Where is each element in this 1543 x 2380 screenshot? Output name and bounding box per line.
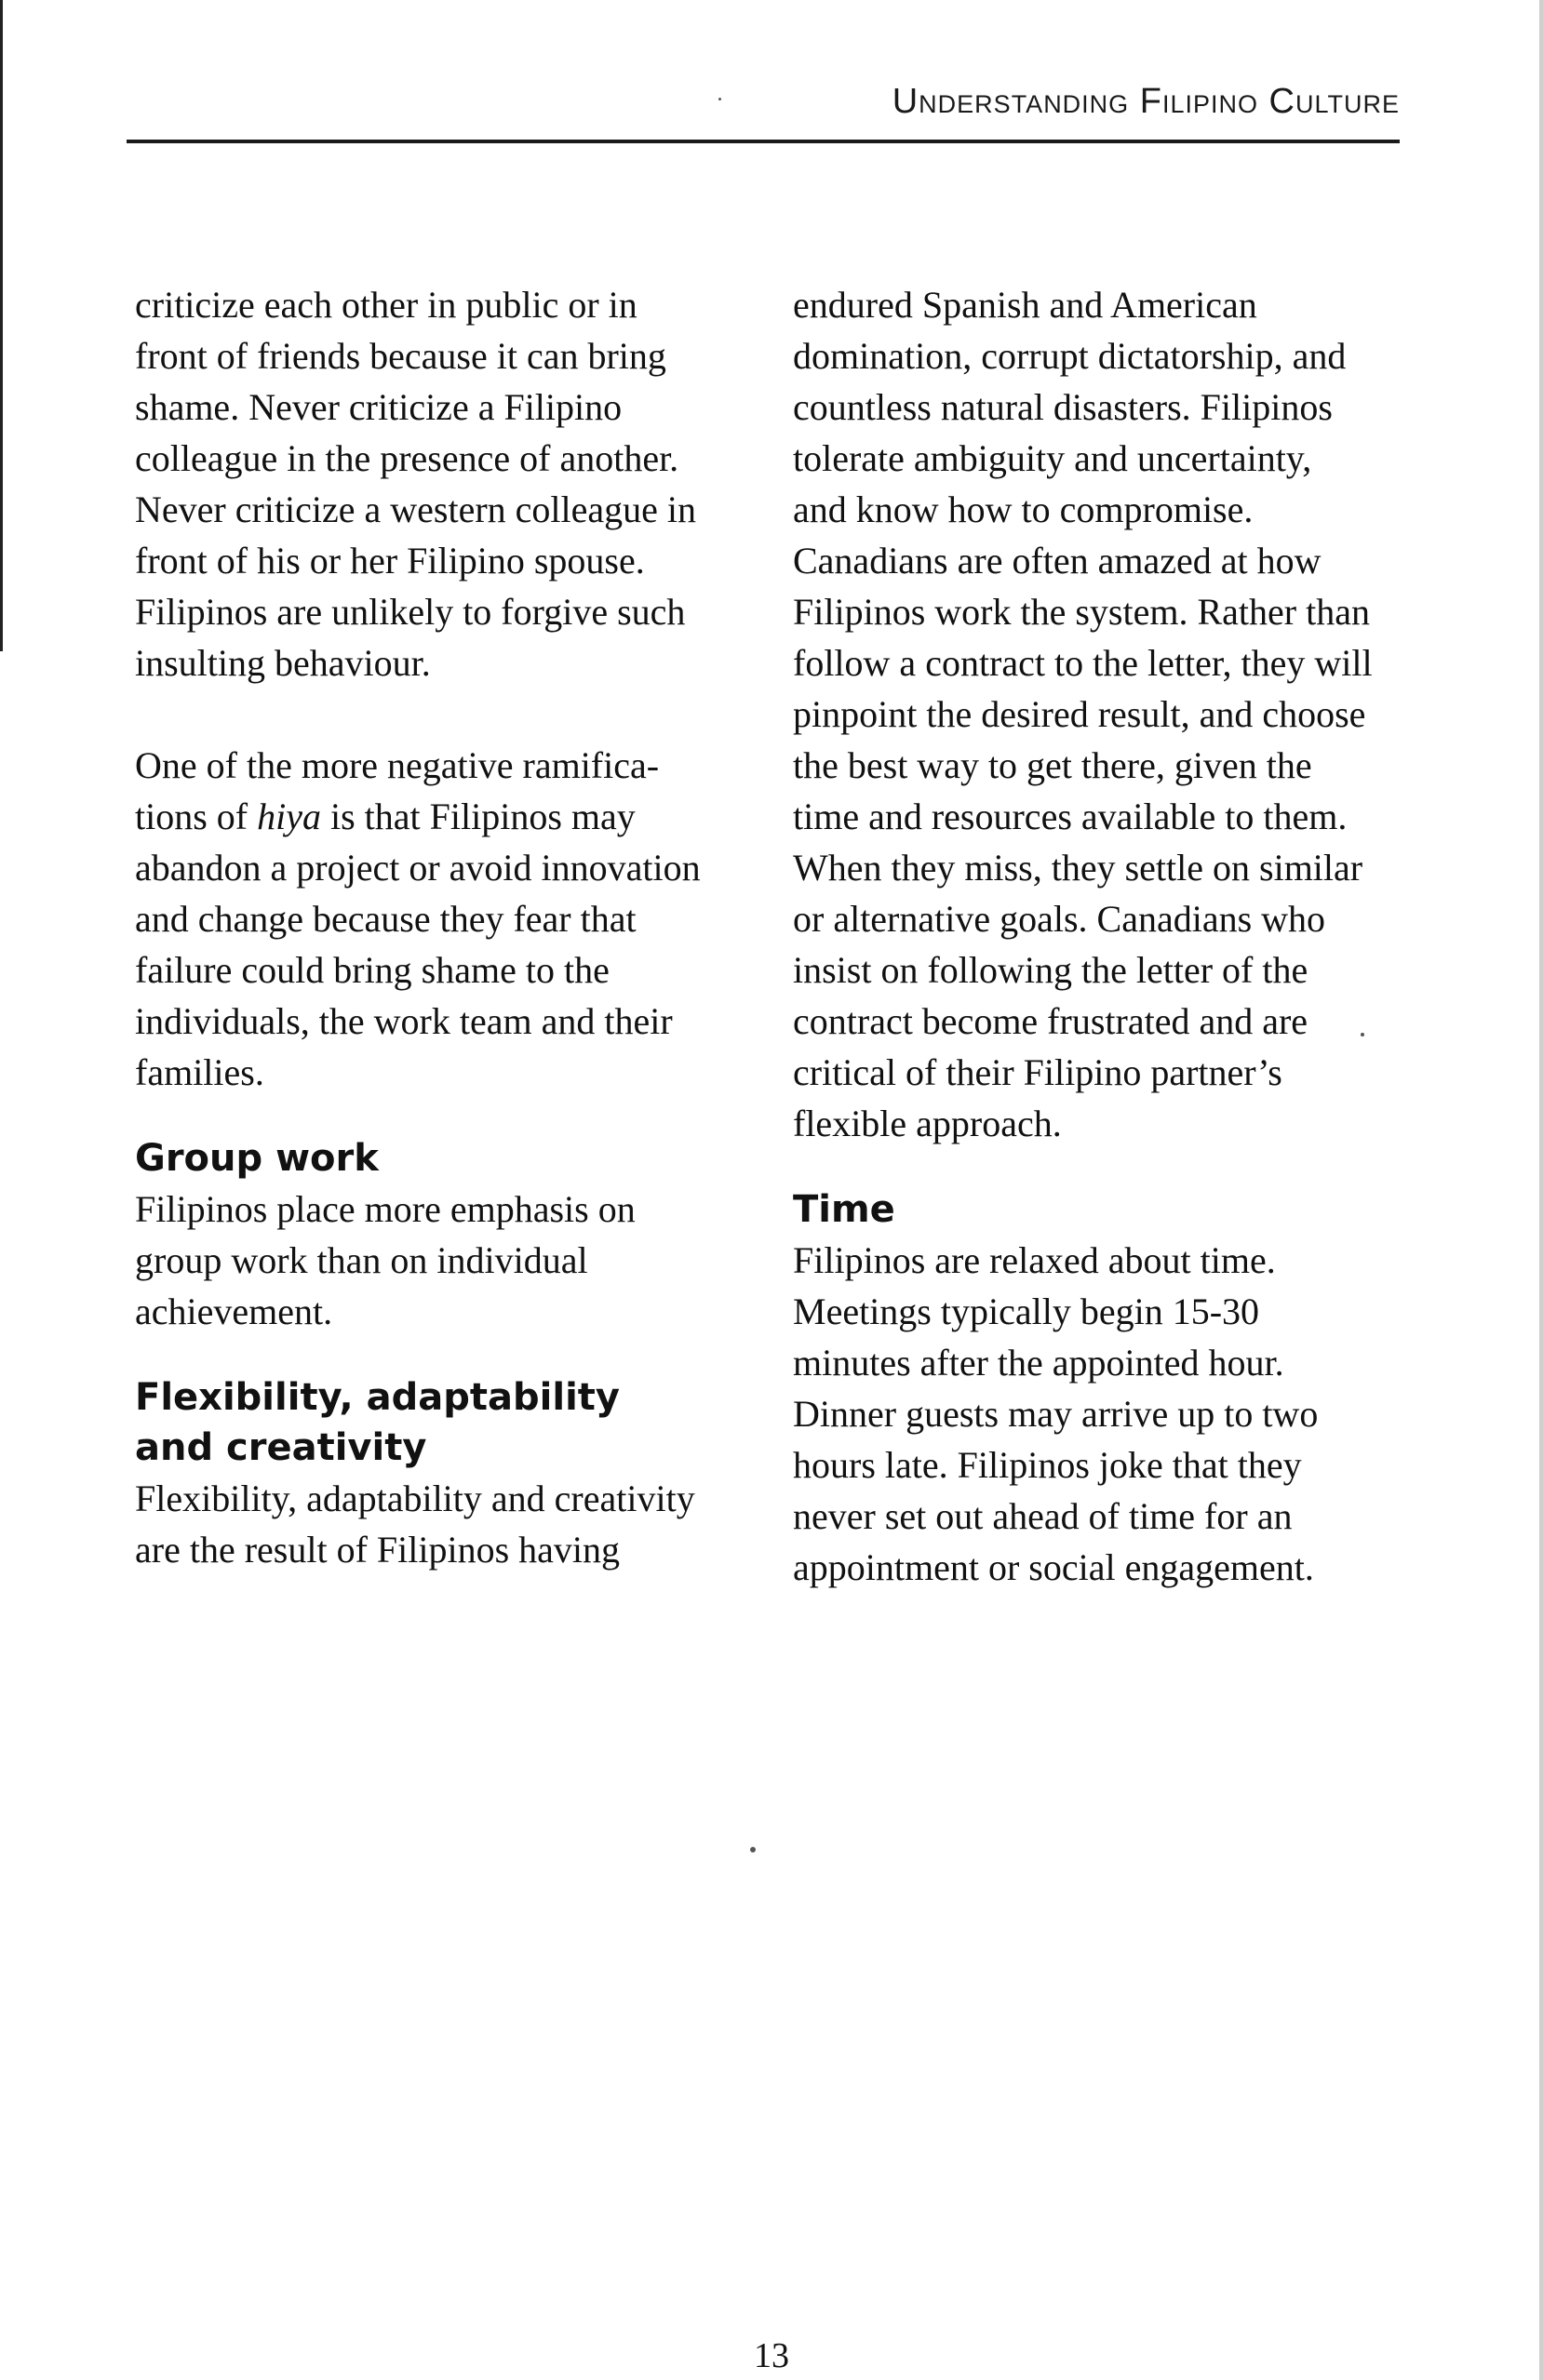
hiya-term: hiya bbox=[257, 796, 321, 837]
paragraph-domination: endured Spanish and American domination, corrupt dictatorship, and countless natural disasters. Filipinos tolerate ambiguity and uncertainty, and know how to compromise. Canadians are often amazed at how Filipinos work the system. Rather than follow a contract to the letter, they will pinpoint the desired result, and choose the best way to get there, given the time and resources available to them. When they miss, they settle on similar or alternative goals. Canadians who insist on following the letter of the contract become frustrated and are critical of their Filipino partner’s flexible approach. bbox=[793, 284, 1373, 1144]
paragraph-time: Filipinos are relaxed about time. Meetings typically begin 15-30 minutes after the appointed hour. Dinner guests may arrive up to two hours late. Filipinos joke that they never set out ahead of time for an appointment or social engagement. bbox=[793, 1239, 1319, 1588]
scan-speck bbox=[750, 1847, 756, 1852]
scan-speck bbox=[1361, 1033, 1364, 1036]
left-column bbox=[135, 279, 740, 1575]
scan-edge-left bbox=[0, 0, 3, 651]
heading-flexibility: Flexibility, adaptability and creativity bbox=[135, 1376, 620, 1469]
heading-group-work: Group work bbox=[135, 1137, 379, 1180]
heading-gap bbox=[135, 1098, 740, 1133]
heading-gap bbox=[135, 1337, 740, 1372]
paragraph-flexibility: Flexibility, adaptability and creativity are the result of Filipinos having bbox=[135, 1477, 695, 1571]
scan-edge-right bbox=[1539, 0, 1543, 2380]
paragraph-hiya bbox=[135, 740, 740, 1098]
scan-speck bbox=[718, 98, 721, 100]
right-column bbox=[793, 279, 1407, 1593]
paragraph-group-work: Filipinos place more emphasis on group work than on individual achievement. bbox=[135, 1188, 636, 1332]
running-header: Understanding Filipino Culture bbox=[892, 82, 1400, 121]
page-number: 13 bbox=[754, 2336, 789, 2375]
paragraph-hiya-end: is that Filipinos may abandon a project or avoid innovation and change because they fear that failure could bring shame to the individuals, the work team and their families. bbox=[135, 796, 701, 1093]
paragraph-hiya-start: One of the more negative ramifica- tions of bbox=[135, 744, 660, 837]
header-rule bbox=[127, 140, 1400, 143]
heading-gap bbox=[793, 1149, 1407, 1184]
paragraph-gap bbox=[135, 689, 740, 740]
paragraph-public-criticism: criticize each other in public or in front of friends because it can bring shame. Never criticize a Filipino colleague in the presence of another. Never criticize a western colleague in front of his or her Filipino spouse. Filipinos are unlikely to forgive such insulting behaviour. bbox=[135, 284, 697, 684]
heading-time: Time bbox=[793, 1188, 895, 1231]
